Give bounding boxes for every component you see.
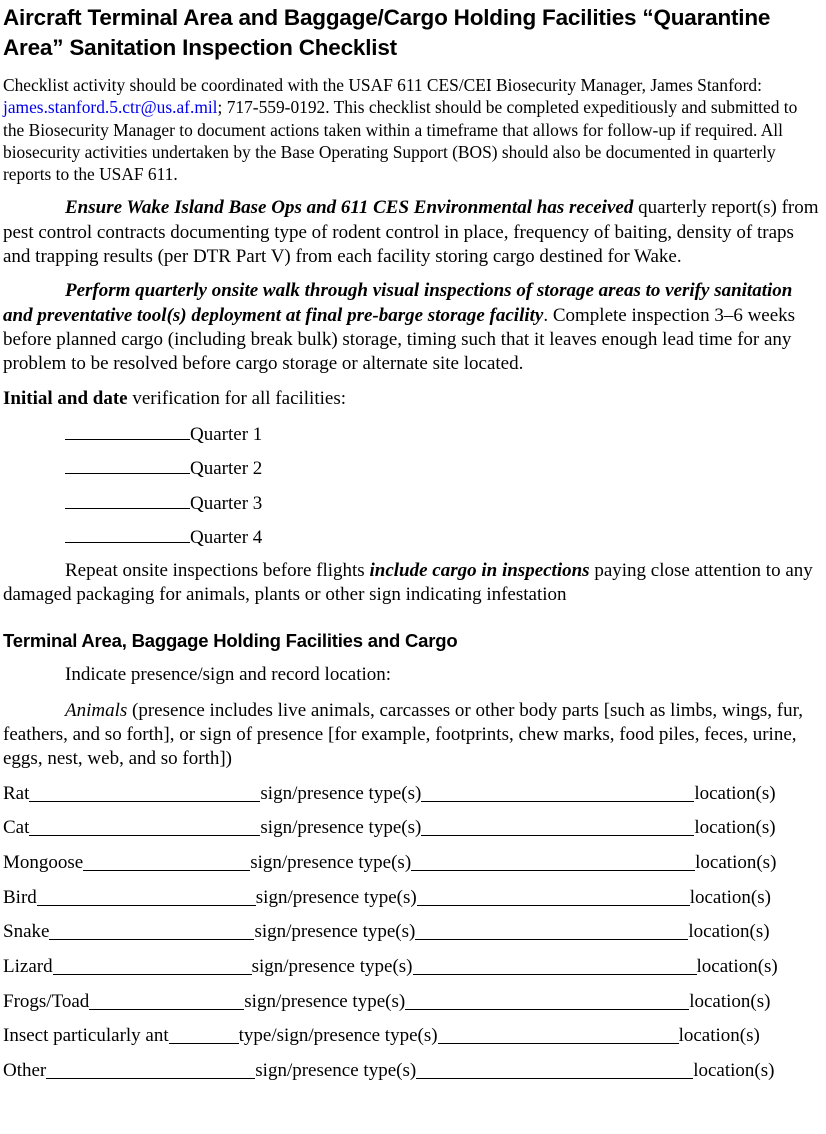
repeat-text-continued: paying close attention to any damaged packaging for animals, plants or other sign indicating infestation [3, 559, 813, 606]
repeat-inspection-paragraph [3, 559, 821, 608]
walkthrough-text: . Complete inspection 3–6 weeks before planned cargo (including break bulk) storage, timing such that it leaves enough lead time for any problem to be resolved before cargo storage or alternate site located. [3, 304, 796, 375]
lizard-presence-blank[interactable] [53, 955, 252, 975]
row-middle-label: sign/presence type(s) [250, 852, 412, 874]
row-end-label: location(s) [693, 1060, 775, 1082]
pest-control-emphasis: Ensure Wake Island Base Ops and 611 CES Environmental has received [65, 197, 634, 219]
checklist-row-other [3, 1059, 821, 1094]
pest-control-paragraph [3, 196, 821, 269]
frogs-toad-presence-blank[interactable] [89, 990, 244, 1010]
mongoose-location-blank[interactable] [411, 851, 695, 871]
row-end-label: location(s) [688, 921, 770, 943]
indicate-instruction: Indicate presence/sign and record location: [65, 664, 392, 686]
row-middle-label: sign/presence type(s) [255, 1060, 417, 1082]
other-presence-blank[interactable] [46, 1059, 255, 1079]
checklist-row-frogs-toad [3, 990, 821, 1025]
insect-presence-blank[interactable] [169, 1024, 239, 1044]
row-middle-label: sign/presence type(s) [260, 817, 422, 839]
quarter-4-initial-blank[interactable] [65, 524, 190, 543]
walkthrough-emphasis: Perform quarterly onsite walk through visual inspections of storage areas to verify sanitation and preventative tool(s) deployment at final pre-barge storage facility [3, 280, 793, 326]
quarter-4-line [65, 524, 821, 559]
row-middle-label: sign/presence type(s) [254, 921, 416, 943]
row-label: Other [3, 1060, 47, 1082]
row-end-label: location(s) [694, 817, 776, 839]
section-heading: Terminal Area, Baggage Holding Facilities and Cargo [3, 630, 458, 652]
row-end-label: location(s) [689, 886, 771, 908]
row-label: Bird [3, 886, 37, 908]
rat-presence-blank[interactable] [29, 782, 260, 802]
verification-text: verification for all facilities: [127, 387, 347, 409]
checklist-row-rat [3, 782, 821, 817]
intro-text: Checklist activity should be coordinated with the USAF 611 CES/CEI Biosecurity Manager, James Stanford: [3, 75, 762, 95]
cat-location-blank[interactable] [421, 816, 694, 836]
bird-presence-blank[interactable] [37, 886, 256, 906]
quarter-2-line [65, 455, 821, 490]
row-end-label: location(s) [695, 852, 777, 874]
quarter-3-label: Quarter 3 [190, 492, 263, 514]
row-label: Frogs/Toad [3, 990, 90, 1012]
checklist-row-insect [3, 1024, 821, 1059]
row-label: Mongoose [3, 852, 84, 874]
checklist-row-cat [3, 816, 821, 851]
rat-location-blank[interactable] [421, 782, 694, 802]
intro-paragraph [3, 74, 821, 185]
frogs-toad-location-blank[interactable] [405, 990, 689, 1010]
row-end-label: location(s) [689, 990, 771, 1012]
row-label: Cat [3, 817, 30, 839]
row-label: Rat [3, 782, 30, 804]
quarter-1-initial-blank[interactable] [65, 421, 190, 440]
verification-line [3, 387, 821, 411]
animals-paragraph [3, 699, 821, 772]
checklist-row-mongoose [3, 851, 821, 886]
quarter-4-label: Quarter 4 [190, 527, 263, 549]
quarter-2-initial-blank[interactable] [65, 455, 190, 474]
quarter-2-label: Quarter 2 [190, 458, 263, 480]
row-label: Insect particularly ant [3, 1025, 169, 1047]
row-end-label: location(s) [694, 782, 776, 804]
insect-location-blank[interactable] [438, 1024, 679, 1044]
animals-label: Animals [65, 699, 128, 721]
row-end-label: location(s) [678, 1025, 760, 1047]
quarter-1-line [65, 421, 821, 456]
checklist-row-lizard [3, 955, 821, 990]
document-page [3, 3, 821, 1094]
walkthrough-paragraph [3, 279, 821, 376]
repeat-emphasis: include cargo in inspections [369, 559, 590, 581]
pest-control-text: quarterly report(s) from pest control contracts documenting type of rodent control in place, frequency of baiting, density of traps and trapping results (per DTR Part V) from each facility storing cargo destined for Wake. [3, 197, 819, 268]
checklist-row-snake [3, 920, 821, 955]
row-middle-label: sign/presence type(s) [244, 990, 406, 1012]
quarter-1-label: Quarter 1 [190, 423, 263, 445]
animals-text: (presence includes live animals, carcasses or other body parts [such as limbs, wings, fur, feathers, and so forth], or sign of presence [for example, footprints, chew marks, food piles, feces, urine, eggs, nest, web, and so forth]) [3, 699, 803, 770]
verification-bold: Initial and date [3, 387, 128, 409]
quarter-3-initial-blank[interactable] [65, 490, 190, 509]
other-location-blank[interactable] [416, 1059, 693, 1079]
repeat-text: Repeat onsite inspections before flights [65, 559, 370, 581]
row-middle-label: type/sign/presence type(s) [238, 1025, 438, 1047]
row-middle-label: sign/presence type(s) [251, 956, 413, 978]
snake-presence-blank[interactable] [49, 920, 254, 940]
row-middle-label: sign/presence type(s) [260, 782, 422, 804]
mongoose-presence-blank[interactable] [83, 851, 250, 871]
quarter-3-line [65, 490, 821, 525]
row-middle-label: sign/presence type(s) [255, 886, 417, 908]
lizard-location-blank[interactable] [413, 955, 697, 975]
cat-presence-blank[interactable] [29, 816, 260, 836]
biosecurity-email-link[interactable]: james.stanford.5.ctr@us.af.mil [3, 97, 218, 118]
snake-location-blank[interactable] [415, 920, 688, 940]
bird-location-blank[interactable] [417, 886, 690, 906]
intro-text-continued: ; 717-559-0192. This checklist should be completed expeditiously and submitted to the Biosecurity Manager to document actions taken within a timeframe that allows for follow-up if required. All biosecurity activities undertaken by the Base Operating Support (BOS) should also be documented in quarterly reports to the USAF 611. [3, 97, 798, 185]
checklist-row-bird [3, 886, 821, 921]
row-label: Snake [3, 921, 50, 943]
row-label: Lizard [3, 956, 53, 978]
document-title: Aircraft Terminal Area and Baggage/Cargo Holding Facilities “Quarantine Area” Sanitation Inspection Checklist [3, 5, 771, 60]
row-end-label: location(s) [696, 956, 778, 978]
